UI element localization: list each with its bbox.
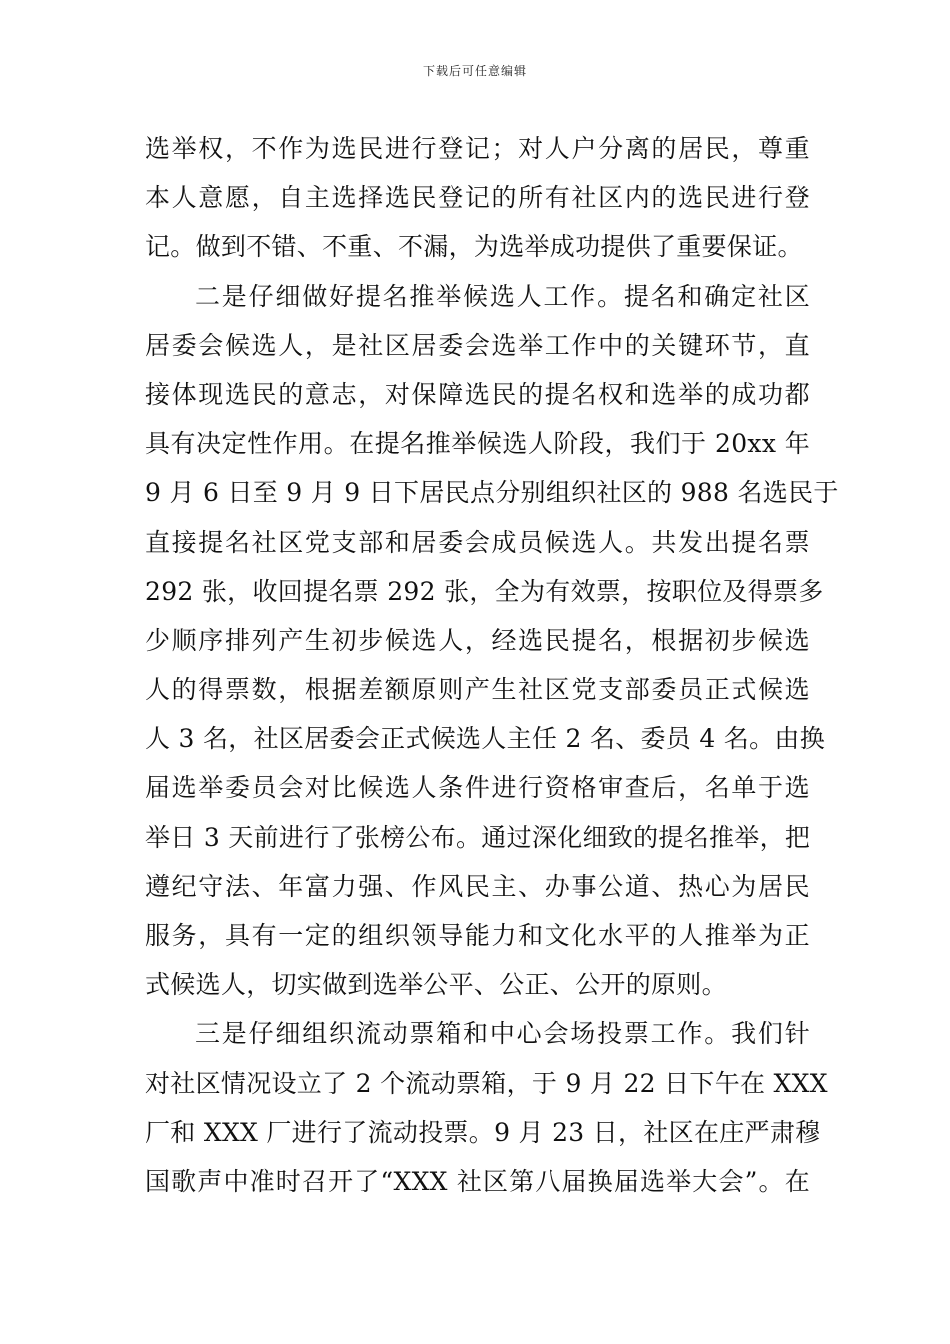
text-line: 具有决定性作用。在提名推举候选人阶段，我们于 20xx 年 bbox=[145, 429, 810, 459]
text-line: 服务，具有一定的组织领导能力和文化水平的人推举为正 bbox=[145, 921, 810, 950]
text-line: 届选举委员会对比候选人条件进行资格审查后，名单于选 bbox=[145, 773, 810, 803]
text-line: 式候选人，切实做到选举公平、公正、公开的原则。 bbox=[145, 970, 727, 1000]
text-line: 直接提名社区党支部和居委会成员候选人。共发出提名票 bbox=[145, 527, 810, 557]
text-line: 遵纪守法、年富力强、作风民主、办事公道、热心为居民 bbox=[145, 871, 810, 901]
text-line: 对社区情况设立了 2 个流动票箱，于 9 月 22 日下午在 XXX bbox=[145, 1068, 828, 1098]
text-line: 9 月 6 日至 9 月 9 日下居民点分别组织社区的 988 名选民于 bbox=[145, 478, 839, 508]
text-line: 本人意愿，自主选择选民登记的所有社区内的选民进行登 bbox=[145, 183, 810, 213]
text-line: 接体现选民的意志，对保障选民的提名权和选举的成功都 bbox=[145, 379, 810, 409]
text-line: 人的得票数，根据差额原则产生社区党支部委员正式候选 bbox=[145, 675, 810, 705]
text-line: 人 3 名，社区居委会正式候选人主任 2 名、委员 4 名。由换 bbox=[145, 724, 825, 754]
paragraph-start-line: 二是仔细做好提名推举候选人工作。提名和确定社区 bbox=[195, 281, 810, 311]
document-body bbox=[145, 124, 839, 1206]
text-line: 记。做到不错、不重、不漏，为选举成功提供了重要保证。 bbox=[145, 232, 803, 262]
text-line: 厂和 XXX 厂进行了流动投票。9 月 23 日，社区在庄严肃穆 bbox=[145, 1117, 821, 1147]
text-line: 选举权，不作为选民进行登记；对人户分离的居民，尊重 bbox=[145, 134, 810, 163]
text-line: 国歌声中准时召开了“XXX 社区第八届换届选举大会”。在 bbox=[145, 1166, 810, 1196]
text-line: 292 张，收回提名票 292 张，全为有效票，按职位及得票多 bbox=[145, 576, 824, 606]
text-line: 举日 3 天前进行了张榜公布。通过深化细致的提名推举，把 bbox=[145, 822, 811, 852]
page-header-note: 下载后可任意编辑 bbox=[422, 64, 527, 78]
paragraph-start-line: 三是仔细组织流动票箱和中心会场投票工作。我们针 bbox=[195, 1019, 810, 1049]
text-line: 居委会候选人，是社区居委会选举工作中的关键环节，直 bbox=[145, 330, 810, 360]
text-line: 少顺序排列产生初步候选人，经选民提名，根据初步候选 bbox=[145, 625, 810, 655]
